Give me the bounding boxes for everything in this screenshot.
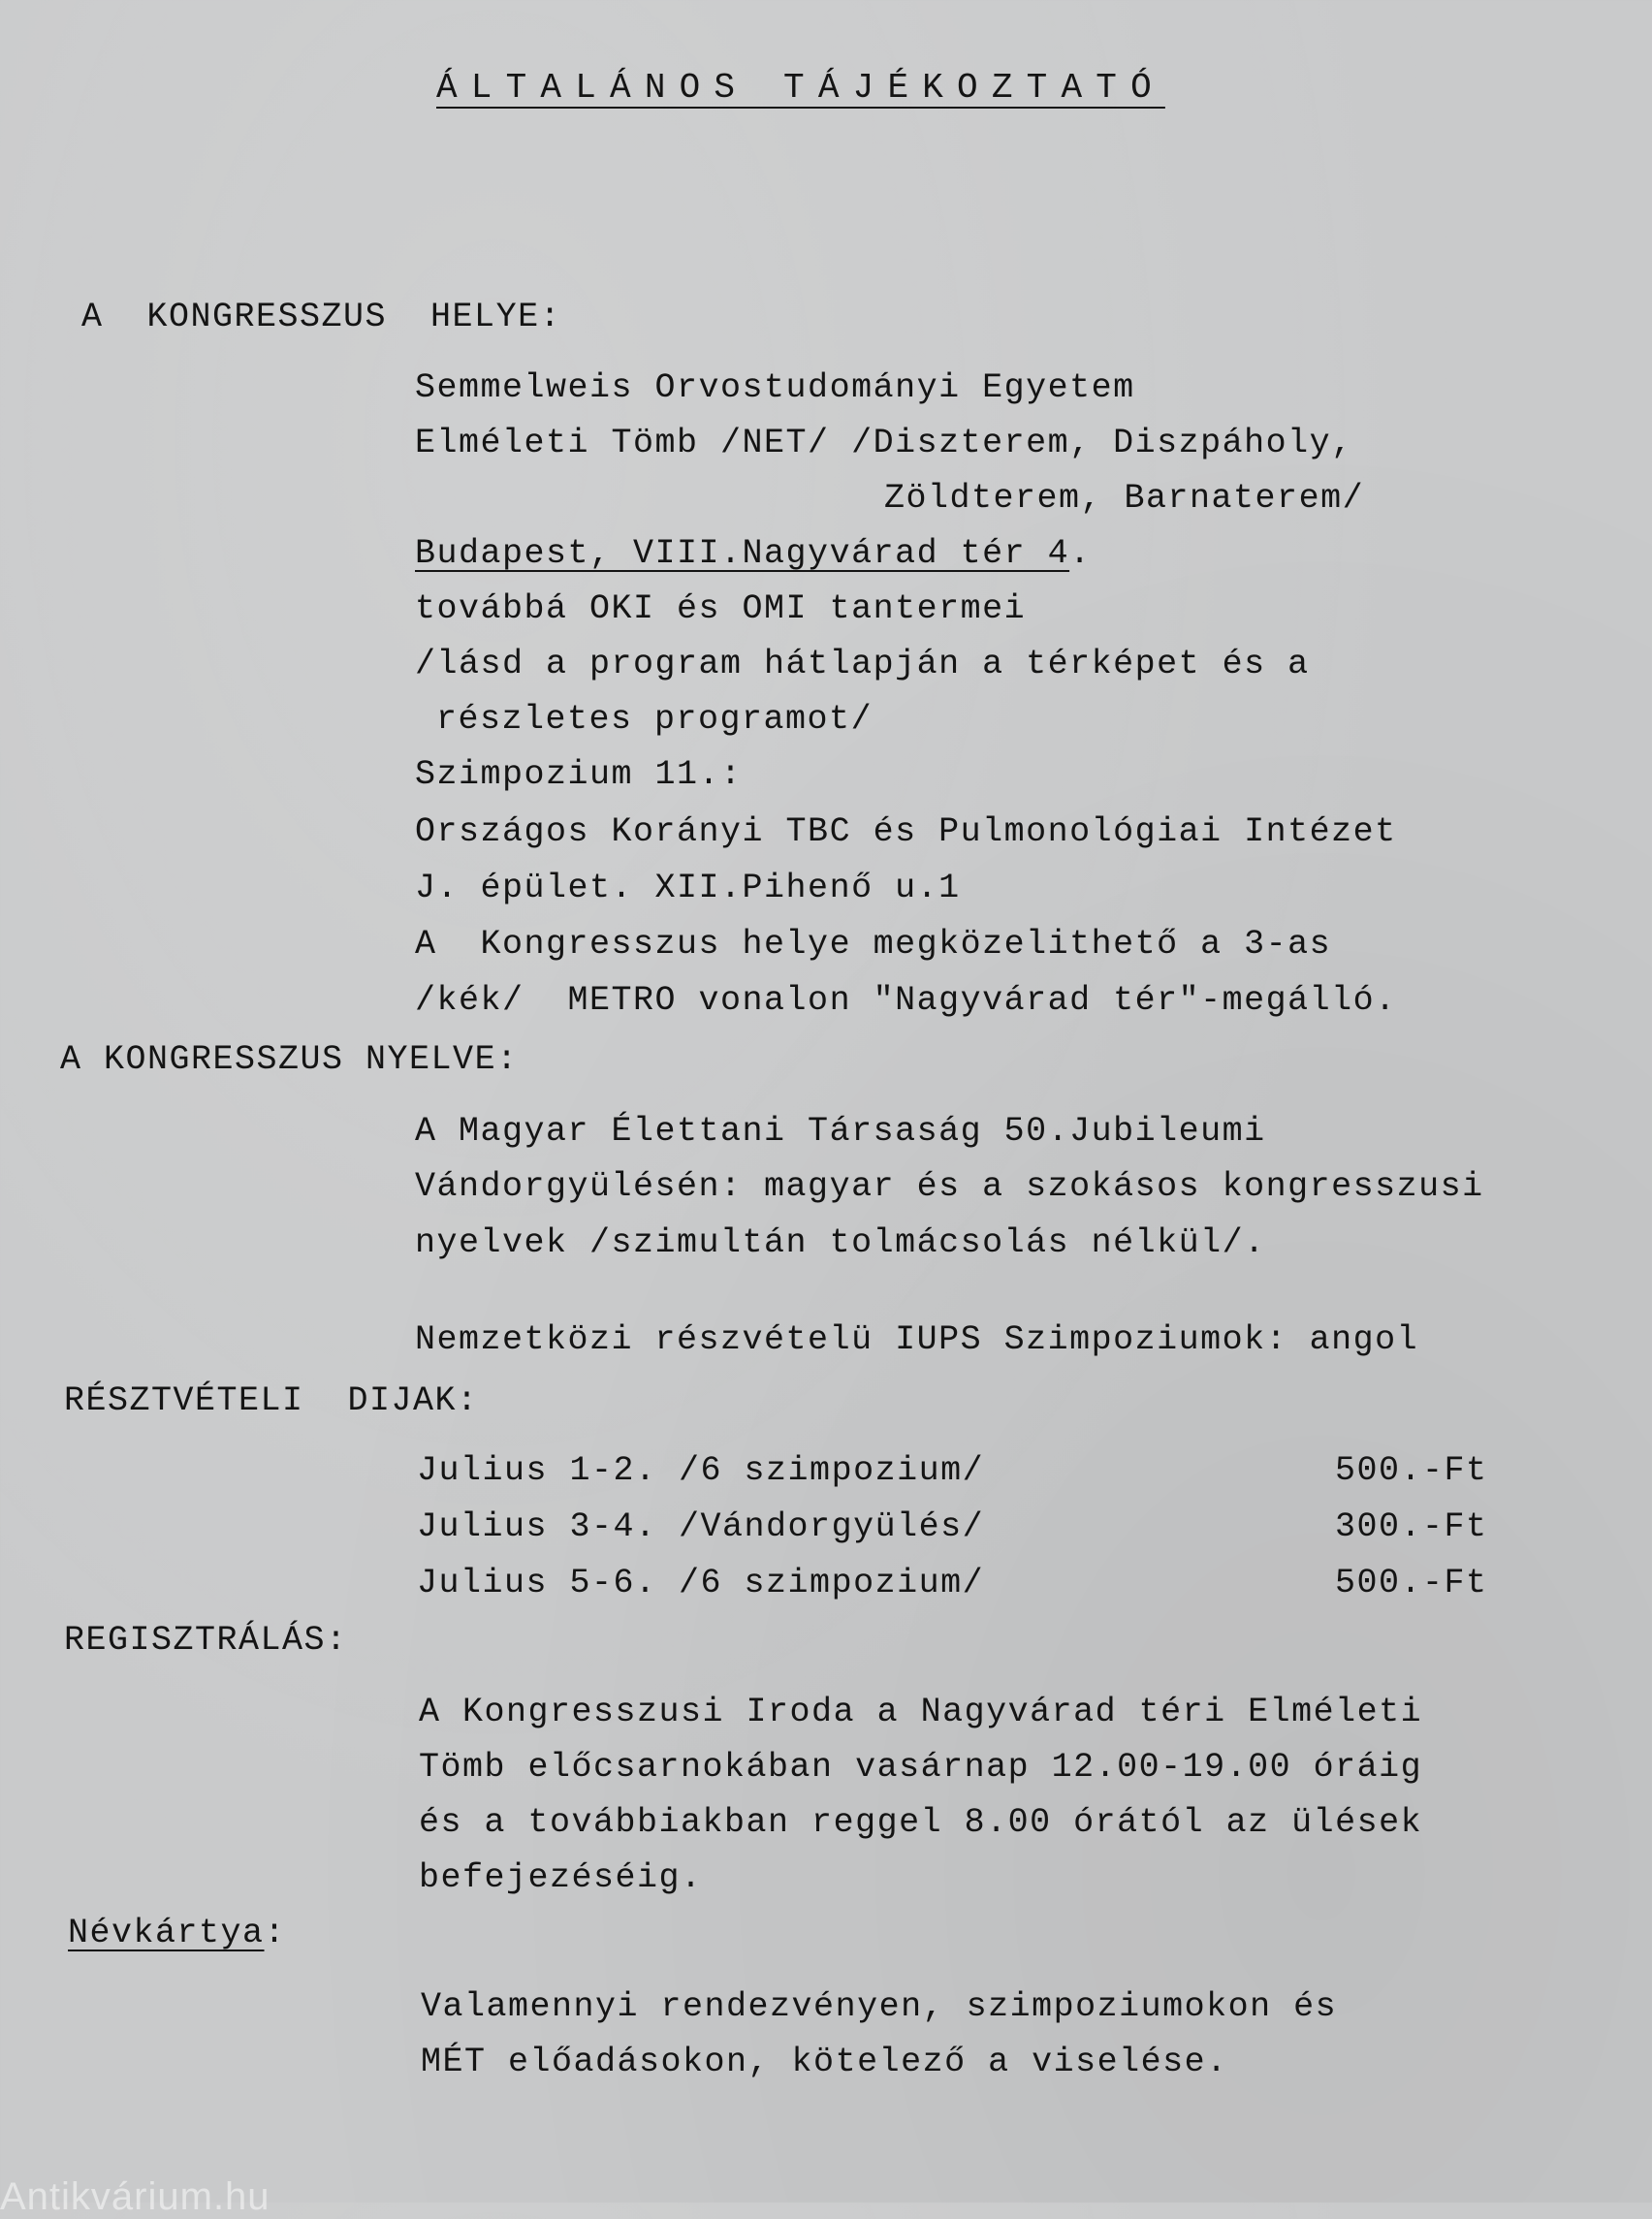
fee-row-amount: 500.-Ft <box>1335 1564 1488 1602</box>
venue-line: A Kongresszus helye megközelithető a 3-as <box>415 925 1332 964</box>
venue-line: /lásd a program hátlapján a térképet és a <box>415 645 1310 683</box>
language-line: A Magyar Élettani Társaság 50.Jubileumi <box>415 1112 1266 1151</box>
fee-row-amount: 500.-Ft <box>1335 1451 1488 1490</box>
language-line: nyelvek /szimultán tolmácsolás nélkül/. <box>415 1223 1266 1262</box>
registration-line: és a továbbiakban reggel 8.00 órától az ülések <box>419 1803 1423 1842</box>
language-line: Vándorgyülésén: magyar és a szokásos kongresszusi <box>415 1167 1484 1206</box>
venue-address-underlined: Budapest, VIII.Nagyvárad tér 4 <box>415 534 1070 573</box>
badge-heading-underlined: Névkártya <box>68 1914 265 1952</box>
language-heading: A KONGRESSZUS NYELVE: <box>60 1040 519 1079</box>
badge-line: Valamennyi rendezvényen, szimpoziumokon és <box>421 1987 1338 2026</box>
fees-heading: RÉSZTVÉTELI DIJAK: <box>64 1381 479 1420</box>
registration-heading: REGISZTRÁLÁS: <box>64 1621 348 1660</box>
registration-line: befejezéséig. <box>419 1858 703 1897</box>
venue-line: Zöldterem, Barnaterem/ <box>884 479 1365 518</box>
venue-line: részletes programot/ <box>436 700 874 739</box>
language-line: Nemzetközi részvételü IUPS Szimpoziumok: angol <box>415 1320 1419 1359</box>
venue-line: /kék/ METRO vonalon "Nagyvárad tér"-megálló. <box>415 981 1397 1020</box>
venue-heading: A KONGRESSZUS HELYE: <box>81 298 562 336</box>
venue-line: Országos Korányi TBC és Pulmonológiai Intézet <box>415 812 1397 851</box>
watermark: Antikvárium.hu <box>0 2175 270 2218</box>
badge-heading-colon: : <box>264 1914 287 1952</box>
fee-row-amount: 300.-Ft <box>1335 1507 1488 1546</box>
fee-row-label: Julius 3-4. /Vándorgyülés/ <box>417 1507 985 1546</box>
badge-line: MÉT előadásokon, kötelező a viselése. <box>421 2043 1228 2081</box>
venue-line: továbbá OKI és OMI tantermei <box>415 589 1027 628</box>
badge-heading <box>68 1914 286 1952</box>
page-title: ÁLTALÁNOS TÁJÉKOZTATÓ <box>436 68 1165 108</box>
registration-line: Tömb előcsarnokában vasárnap 12.00-19.00 óráig <box>419 1748 1423 1787</box>
venue-line: Semmelweis Orvostudományi Egyetem <box>415 368 1135 407</box>
venue-line: Elméleti Tömb /NET/ /Diszterem, Diszpáholy, <box>415 424 1353 462</box>
registration-line: A Kongresszusi Iroda a Nagyvárad téri Elméleti <box>419 1693 1423 1731</box>
venue-line: J. épület. XII.Pihenő u.1 <box>415 869 961 907</box>
venue-line: Szimpozium 11.: <box>415 755 743 794</box>
venue-address-period: . <box>1069 534 1092 573</box>
fee-row-label: Julius 1-2. /6 szimpozium/ <box>417 1451 985 1490</box>
fee-row-label: Julius 5-6. /6 szimpozium/ <box>417 1564 985 1602</box>
venue-address <box>415 534 1092 573</box>
